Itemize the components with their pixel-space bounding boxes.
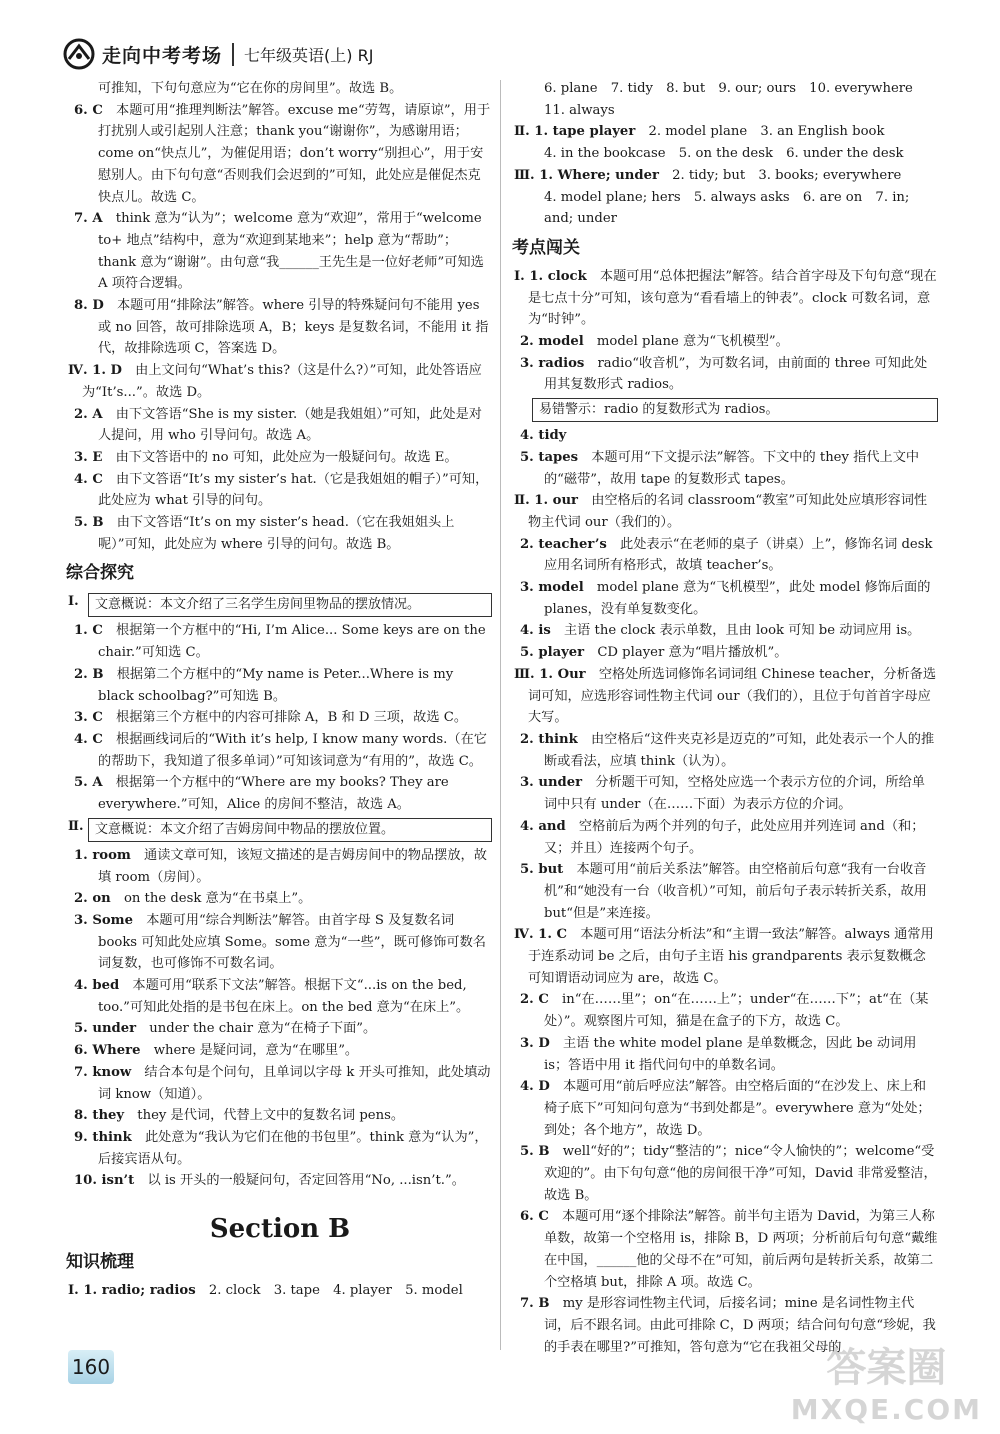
answer-number: Ⅳ. 1. C (514, 927, 568, 943)
answer-explanation: under the chair 意为“在椅子下面”。 (149, 1021, 377, 1037)
answer-number: 4. D (520, 1079, 550, 1095)
answer-number: 8. they (74, 1108, 125, 1124)
left-column (68, 78, 492, 1302)
answer-item (68, 1018, 492, 1040)
question-group-label: Ⅱ. (68, 818, 84, 834)
answer-number: 6. C (74, 102, 103, 118)
note-row (68, 591, 492, 620)
answer-number: 5. but (520, 862, 564, 878)
answer-item (514, 924, 938, 989)
answer-number: 3. radios (520, 355, 585, 371)
answer-number: 4. C (74, 731, 103, 747)
answer-explanation: 通读文章可知，该短文描述的是吉姆房间中的物品摆放，故填 room（房间）。 (98, 847, 487, 885)
right-column (514, 78, 938, 1358)
answer-number: 6. C (520, 1209, 549, 1225)
answer-explanation: 根据第一个方框中的“Hi, I’m Alice... Some keys are on the chair.”可知选 C。 (98, 623, 486, 661)
answer-item (68, 845, 492, 888)
answer-explanation: 由下文答语“It’s my sister’s hat.（它是我姐姐的帽子）”可知，此处应为 what 引导的问句。 (98, 471, 489, 509)
question-group-label: Ⅰ. (68, 594, 79, 610)
answer-item (68, 469, 492, 512)
answer-item (514, 534, 938, 577)
answer-explanation: 可推知，下句句意应为“它在你的房间里”。故选 B。 (98, 81, 403, 96)
answer-item (514, 1076, 938, 1141)
answer-explanation: 此处表示“在老师的桌子（讲桌）上”，修饰名词 desk 应用名词所有格形式，故填 teacher’s。 (544, 536, 933, 574)
answer-item (514, 1033, 938, 1076)
answer-explanation: 11. always (544, 102, 615, 118)
answer-explanation: 以 is 开头的一般疑问句，否定回答用“No, ...isn’t.”。 (147, 1173, 465, 1189)
answer-number: 1. C (74, 623, 103, 639)
answer-item (514, 989, 938, 1032)
answer-item (68, 78, 492, 100)
answer-explanation: 主语 the white model plane 是单数概念，因此 be 动词用 is；答语中用 it 指代问句中的单数名词。 (544, 1035, 917, 1073)
answer-number: 9. think (74, 1129, 132, 1145)
answer-item (514, 620, 938, 642)
answer-item (68, 1040, 492, 1062)
answer-item (514, 642, 938, 664)
watermark (791, 1336, 982, 1426)
answer-explanation: 空格前后为两个并列的句子，此处应用并列连词 and（和；又；并且）连接两个句子。 (544, 818, 925, 856)
answer-item (514, 78, 938, 100)
answer-item (514, 1141, 938, 1206)
answer-number: 8. D (74, 298, 104, 314)
answer-item (68, 910, 492, 975)
answer-explanation: 空格处所选词修饰名词词组 Chinese teacher，分析备选词可知，应选形容词性物主代词 our（我们的），且位于句首首字母应大写。 (528, 666, 937, 726)
answer-explanation: 由下文答语“She is my sister.（她是我姐姐）”可知，此处是对人提问，用 who 引导问句。故选 A。 (98, 406, 482, 444)
column-divider (500, 80, 501, 1350)
answer-explanation: 根据第二个方框中的“My name is Peter...Where is my black schoolbag?”可知选 B。 (98, 666, 454, 704)
answer-explanation: 结合本句是个问句，且单词以字母 k 开头可推知，此处填动词 know（知道）。 (98, 1064, 491, 1102)
answer-item (68, 772, 492, 815)
answer-item (68, 360, 492, 403)
summary-note-box: 文意概说：本文介绍了三名学生房间里物品的摆放情况。 (88, 593, 492, 617)
book-title: 七年级英语(上) RJ (232, 43, 373, 66)
answer-item (68, 620, 492, 663)
answer-item (514, 859, 938, 924)
answer-item (68, 404, 492, 447)
answer-item (514, 331, 938, 353)
section-heading: 综合探究 (66, 563, 134, 584)
answer-item (514, 143, 938, 165)
answer-number: 5. A (74, 775, 103, 791)
answer-number: 3. model (520, 580, 584, 596)
answer-explanation: 本题可用“语法分析法”和“主谓一致法”解答。always 通常用于连系动词 be 之后，由句子主语 his grandparents 表示复数概念可知谓语动词应为 are，故选 C。 (528, 927, 934, 986)
answer-number: 2. think (520, 731, 578, 747)
answer-item (68, 888, 492, 910)
answer-explanation: radio“收音机”，为可数名词，由前面的 three 可知此处用其复数形式 radios。 (544, 355, 928, 393)
answer-item (514, 664, 938, 729)
answer-number: 2. A (74, 406, 103, 422)
section-title: Section B (209, 1214, 351, 1245)
answer-explanation: my 是形容词性物主代词，后接名词；mine 是名词性物主代词，后不跟名词。由此可排除 C，D 两项；结合问句句意“珍妮，我的手表在哪里?”可推知，答句意为“它在我祖父母的 (544, 1296, 936, 1355)
answer-number: 3. under (520, 775, 583, 791)
answer-explanation: 6. plane 7. tidy 8. but 9. our; ours 10. everywhere (544, 81, 913, 96)
answer-explanation: 根据画线词后的“With it’s help, I know many words.（在它的帮助下，我知道了很多单词）”可知该词意为“有用的”，故选 C。 (98, 731, 487, 769)
answer-number: Ⅰ. 1. radio; radios (68, 1283, 196, 1299)
answer-item (514, 187, 938, 230)
answer-explanation: they 是代词，代替上文中的复数名词 pens。 (137, 1108, 405, 1124)
answer-number: 4. and (520, 818, 566, 834)
answer-number: 5. tapes (520, 449, 579, 465)
answer-number: 7. know (74, 1064, 132, 1080)
answer-item (514, 266, 938, 331)
answer-item (514, 447, 938, 490)
answer-number: 3. E (74, 449, 103, 465)
answer-item (68, 295, 492, 360)
summary-note-box: 文意概说：本文介绍了吉姆房间中物品的摆放位置。 (88, 818, 492, 842)
answer-item (514, 165, 938, 187)
answer-item (68, 1127, 492, 1170)
answer-explanation: 2. model plane 3. an English book (648, 124, 885, 140)
section-heading: 知识梳理 (66, 1252, 134, 1273)
answer-explanation: think 意为“认为”；welcome 意为“欢迎”，常用于“welcome to+ 地点”结构中，意为“欢迎到某地来”；help 意为“帮助”；thank 意为“谢谢”。由句意“我______王先生是一位好老师”可知选 A 项符合逻辑。 (98, 211, 484, 292)
answer-item (514, 772, 938, 815)
warning-note-box: 易错警示：radio 的复数形式为 radios。 (532, 398, 938, 422)
answer-number: 6. Where (74, 1043, 141, 1059)
answer-item (514, 425, 938, 447)
answer-explanation: 本题可用“下文提示法”解答。下文中的 they 指代上文中的“磁带”，故用 tape 的复数形式 tapes。 (544, 449, 920, 487)
answer-number: Ⅱ. 1. tape player (514, 124, 636, 140)
answer-item (68, 100, 492, 209)
answer-explanation: 由下文答语中的 no 可知，此处应为一般疑问句。故选 E。 (115, 449, 458, 465)
answer-item (68, 975, 492, 1018)
answer-explanation: well“好的”；tidy“整洁的”；nice“令人愉快的”；welcome“受欢迎的”。由下句句意“他的房间很干净”可知，David 非常爱整洁，故选 B。 (544, 1144, 937, 1203)
answer-explanation: model plane 意为“飞机模型”。 (596, 334, 789, 350)
answer-explanation: 本题可用“综合判断法”解答。由首字母 S 及复数名词 books 可知此处应填 Some。some 意为“一些”，既可修饰可数名词复数，也可修饰不可数名词。 (98, 912, 486, 972)
answer-number: 10. isn’t (74, 1173, 135, 1189)
answer-explanation: 主语 the clock 表示单数，且由 look 可知 be 动词应用 is。 (563, 623, 921, 639)
answer-explanation: 本题可用“前后关系法”解答。由空格前后句意“我有一台收音机”和“她没有一台（收音机）”可知，前后句子表示转折关系，故用 but“但是”来连接。 (544, 862, 927, 921)
note-row (68, 816, 492, 845)
answer-explanation: 本题可用“排除法”解答。where 引导的特殊疑问句不能用 yes 或 no 回答，故可排除选项 A，B；keys 是复数名词，不能用 it 指代，故排除选项 C，答案选 D。 (98, 298, 489, 357)
answer-item (68, 512, 492, 555)
answer-explanation: 此处意为“我认为它们在他的书包里”。think 意为“认为”，后接宾语从句。 (98, 1129, 488, 1167)
answer-item (514, 353, 938, 396)
answer-number: 3. D (520, 1035, 550, 1051)
answer-explanation: 本题可用“推理判断法”解答。excuse me“劳驾，请原谅”，用于打扰别人或引起别人注意；thank you“谢谢你”，为感谢用语；come on“快点儿”，为催促用语；don’t worry“别担心”，用于安慰别人。由下句句意“否则我们会迟到的”可知，此处应是催促杰克快点儿。故选 C。 (98, 102, 491, 205)
answer-explanation: where 是疑问词，意为“在哪里”。 (153, 1043, 359, 1059)
answer-explanation: 由空格后“这件夹克衫是迈克的”可知，此处表示一个人的推断或看法，应填 think（认为）。 (544, 731, 935, 769)
answer-number: Ⅰ. 1. clock (514, 268, 587, 284)
answer-number: 3. C (74, 710, 103, 726)
brand-title: 走向中考考场 (102, 44, 223, 67)
page-header (62, 34, 373, 74)
answer-item (68, 707, 492, 729)
answer-explanation: 由空格后的名词 classroom“教室”可知此处应填形容词性物主代词 our（我们的）。 (528, 493, 928, 530)
answer-number: 7. B (520, 1296, 550, 1312)
answer-item (514, 577, 938, 620)
answer-number: 4. is (520, 623, 551, 639)
answer-item (514, 729, 938, 772)
note-row (514, 396, 938, 425)
answer-item (68, 1170, 492, 1192)
answer-number: 2. B (74, 666, 104, 682)
page-number: 160 (68, 1350, 114, 1384)
answer-item (68, 1280, 492, 1302)
answer-number: Ⅱ. 1. our (514, 493, 578, 509)
answer-explanation: 4. model plane; hers 5. always asks 6. are on 7. in; and; under (544, 189, 910, 227)
answer-item (514, 1206, 938, 1293)
answer-explanation: 本题可用“逐个排除法”解答。前半句主语为 David，为第三人称单数，故第一个空格用 is，排除 B，D 两项；分析前后句句意“戴维在中国，______他的父母不在”可知，前后两句是转折关系，故第二个空格填 but，排除 A 项。故选 C。 (544, 1209, 938, 1290)
answer-number: Ⅳ. 1. D (68, 363, 122, 379)
answer-explanation: 根据第三个方框中的内容可排除 A，B 和 D 三项，故选 C。 (116, 710, 468, 726)
answer-explanation: model plane 意为“飞机模型”，此处 model 修饰后面的 planes，没有单复数变化。 (544, 580, 931, 617)
answer-item (514, 121, 938, 143)
watermark-logo-text: 答案圈 (826, 1345, 947, 1391)
answer-number: 1. room (74, 847, 131, 863)
answer-number: Ⅲ. 1. Where; under (514, 167, 659, 183)
section-heading: 考点闯关 (512, 237, 580, 258)
answer-explanation: in“在……里”；on“在……上”；under“在……下”；at“在（某处）”。观察图片可知，猫是在盒子的下方，故选 C。 (544, 992, 929, 1030)
answer-explanation: 4. in the bookcase 5. on the desk 6. under the desk (544, 146, 904, 162)
answer-number: 3. Some (74, 912, 134, 928)
answer-number: 2. C (520, 992, 549, 1008)
answer-item (68, 208, 492, 295)
answer-explanation: on the desk 意为“在书桌上”。 (123, 891, 312, 907)
answer-number: 2. model (520, 334, 584, 350)
answer-number: 5. B (74, 515, 104, 531)
answer-item (68, 1105, 492, 1127)
answer-explanation: 2. tidy; but 3. books; everywhere (672, 167, 902, 183)
answer-explanation: 本题可用“前后呼应法”解答。由空格后面的“在沙发上、床上和椅子底下”可知问句意为“书到处都是”。everywhere 意为“处处；到处；各个地方”，故选 D。 (544, 1079, 931, 1138)
answer-explanation: CD player 意为“唱片播放机”。 (597, 645, 788, 661)
answer-item (514, 816, 938, 859)
answer-explanation: 2. clock 3. tape 4. player 5. model (208, 1283, 463, 1299)
answer-number: 5. under (74, 1021, 137, 1037)
answer-number: 4. bed (74, 978, 120, 994)
answer-number: 2. teacher’s (520, 536, 607, 552)
answer-item (68, 664, 492, 707)
answer-item (514, 100, 938, 122)
answer-explanation: 本题可用“总体把握法”解答。结合首字母及下句句意“现在是七点十分”可知，该句意为“看看墙上的钟表”。clock 可数名词，意为“时钟”。 (528, 268, 937, 328)
page-footer (68, 1350, 114, 1384)
answer-item (68, 1062, 492, 1105)
answer-number: 4. tidy (520, 428, 567, 444)
brand-logo-icon (62, 37, 96, 71)
answer-number: 4. C (74, 471, 103, 487)
answer-item (68, 447, 492, 469)
answer-explanation: 由上文问句“What’s this?（这是什么?）”可知，此处答语应为“It’s...”。故选 D。 (82, 363, 482, 400)
answer-explanation: 由下文答语“It’s on my sister’s head.（它在我姐姐头上呢）”可知，此处应为 where 引导的问句。故选 B。 (98, 515, 455, 552)
answer-item (514, 490, 938, 533)
watermark-url: MXQE.COM (790, 1393, 982, 1426)
answer-number: 5. player (520, 645, 585, 661)
answer-number: 7. A (74, 211, 103, 227)
answer-explanation: 本题可用“联系下文法”解答。根据下文“...is on the bed, too.”可知此处指的是书包在床上。on the bed 意为“在床上”。 (98, 978, 470, 1015)
answer-explanation: 根据第一个方框中的“Where are my books? They are everywhere.”可知，Alice 的房间不整洁，故选 A。 (98, 775, 449, 813)
answer-item (68, 729, 492, 772)
answer-number: Ⅲ. 1. Our (514, 666, 586, 682)
answer-number: 5. B (520, 1144, 550, 1160)
answer-number: 2. on (74, 891, 111, 907)
answer-explanation: 分析题干可知，空格处应选一个表示方位的介词，所给单词中只有 under（在……下面）为表示方位的介词。 (544, 775, 925, 813)
